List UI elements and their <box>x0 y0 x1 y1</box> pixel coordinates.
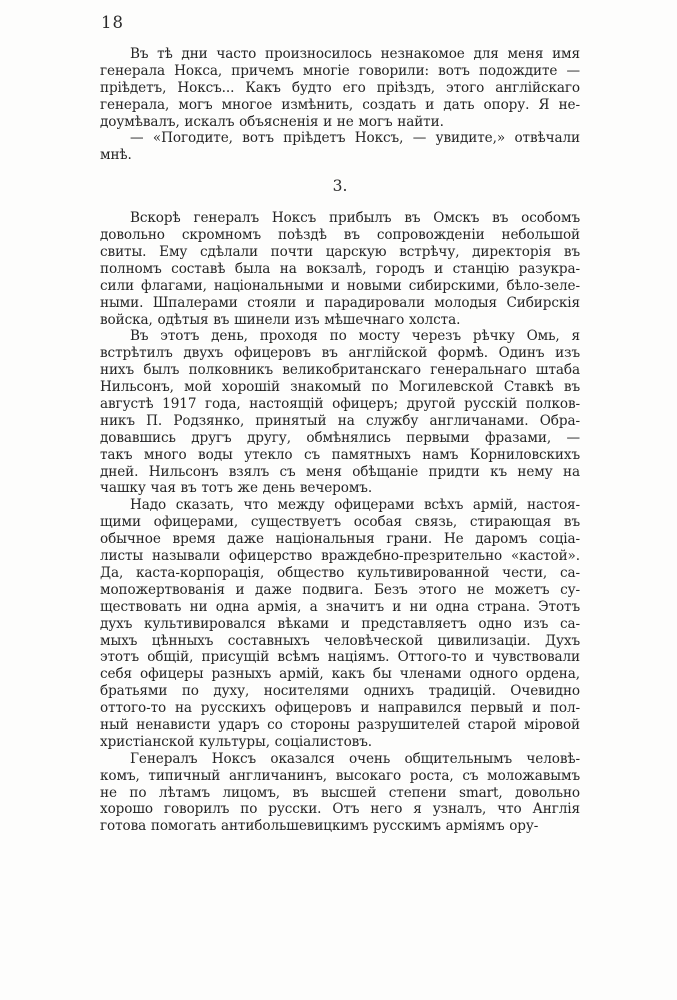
paragraph <box>100 751 580 835</box>
paragraph <box>100 328 580 497</box>
text-line: такъ много воды утекло съ памятныхъ намъ Корниловскихъ <box>100 446 580 463</box>
text-line: листы называли офицерство враждебно-презрительно «кастой». <box>100 548 580 565</box>
text-line: ществовать ни одна армія, а значитъ и ни одна страна. Этотъ <box>100 598 580 615</box>
text-line: комъ, типичный англичанинъ, высокаго роста, съ моложавымъ <box>100 767 580 784</box>
text-line: пріѣдетъ, Ноксъ... Какъ будто его пріѣздъ, этого англійскаго <box>100 79 580 96</box>
text-line: доумѣвалъ, искалъ объясненія и не могъ найти. <box>100 113 444 130</box>
text-line: нихъ былъ полковникъ великобританскаго генеральнаго штаба <box>100 362 580 379</box>
text-block <box>100 46 580 835</box>
text-line: Въ этотъ день, проходя по мосту черезъ рѣчку Омь, я <box>130 328 580 345</box>
text-line: мнѣ. <box>100 147 132 164</box>
text-line: оттого-то на русскихъ офицеровъ и направился первый и пол- <box>100 700 580 717</box>
text-line: хорошо говорилъ по русски. Отъ него я узналъ, что Англія <box>100 801 580 818</box>
text-line: Генералъ Ноксъ оказался очень общительнымъ человѣ- <box>130 750 580 767</box>
text-line: довавшись другъ другу, обмѣнялись первыми фразами, — <box>100 429 580 446</box>
text-line: полномъ составѣ была на вокзалѣ, городъ и станцію разукра- <box>100 260 580 277</box>
text-line: генерала Нокса, причемъ многіе говорили: вотъ подождите — <box>100 62 580 79</box>
text-line: не по лѣтамъ лицомъ, въ высшей степени smart, довольно <box>100 784 580 801</box>
text-line: встрѣтилъ двухъ офицеровъ въ англійской формѣ. Одинъ изъ <box>100 345 580 362</box>
text-line: никъ П. Родзянко, принятый на службу англичанами. Обра- <box>100 412 580 429</box>
text-line: себя офицеры разныхъ армій, какъ бы членами одного ордена, <box>100 666 580 683</box>
text-line: ными. Шпалерами стояли и парадировали молодыя Сибирскія <box>100 294 580 311</box>
section-number: 3. <box>332 177 348 196</box>
text-line: Въ тѣ дни часто произносилось незнакомое для меня имя <box>130 46 580 62</box>
text-line: довольно скромномъ поѣздѣ въ сопровожденіи небольшой <box>100 227 580 244</box>
text-line: обычное время даже національныя грани. Не даромъ соціа- <box>100 531 580 548</box>
text-line: Да, каста-корпорація, общество культивированной чести, са- <box>100 564 580 581</box>
paragraph <box>100 46 580 130</box>
paragraph <box>100 210 580 328</box>
text-line: братьями по духу, носителями однихъ традицій. Очевидно <box>100 683 580 700</box>
text-line: — «Погодите, вотъ пріѣдетъ Ноксъ, — увидите,» отвѣчали <box>130 130 580 147</box>
text-line: готова помогать антибольшевицкимъ русскимъ арміямъ ору- <box>100 818 539 835</box>
text-line: Вскорѣ генералъ Ноксъ прибылъ въ Омскъ въ особомъ <box>130 210 580 227</box>
text-line: христіанской культуры, соціалистовъ. <box>100 733 372 750</box>
text-line: свиты. Ему сдѣлали почти царскую встрѣчу, директорія въ <box>100 244 580 261</box>
text-line: чашку чая въ тотъ же день вечеромъ. <box>100 480 373 497</box>
text-line: Надо сказать, что между офицерами всѣхъ армій, настоя- <box>130 497 580 514</box>
text-line: ный ненависти ударъ со стороны разрушителей старой міровой <box>100 716 580 733</box>
text-line: дней. Нильсонъ взялъ съ меня обѣщаніе придти къ нему на <box>100 463 580 480</box>
text-line: щими офицерами, существуетъ особая связь, стирающая въ <box>100 514 580 531</box>
paragraph <box>100 497 580 750</box>
text-line: сили флагами, національными и новыми сибирскими, бѣло-зеле- <box>100 277 580 294</box>
text-line: мыхъ цѣнныхъ составныхъ человѣческой цивилизаціи. Духъ <box>100 632 580 649</box>
text-line: этотъ общій, присущій всѣмъ націямъ. Оттого-то и чувствовали <box>100 649 580 666</box>
text-line: августѣ 1917 года, настоящій офицеръ; другой русскій полков- <box>100 396 580 413</box>
text-line: духъ культивировался вѣками и представляетъ одно изъ са- <box>100 615 580 632</box>
text-line: мопожертвованія и даже подвига. Безъ этого не можетъ су- <box>100 581 580 598</box>
text-line: войска, одѣтыя въ шинели изъ мѣшечнаго холста. <box>100 311 461 328</box>
text-line: генерала, могъ многое измѣнить, создать и дать опору. Я не- <box>100 96 580 113</box>
text-line: Нильсонъ, мой хорошій знакомый по Могилевской Ставкѣ въ <box>100 379 580 396</box>
page-number: 18 <box>101 13 124 32</box>
paragraph <box>100 130 580 164</box>
